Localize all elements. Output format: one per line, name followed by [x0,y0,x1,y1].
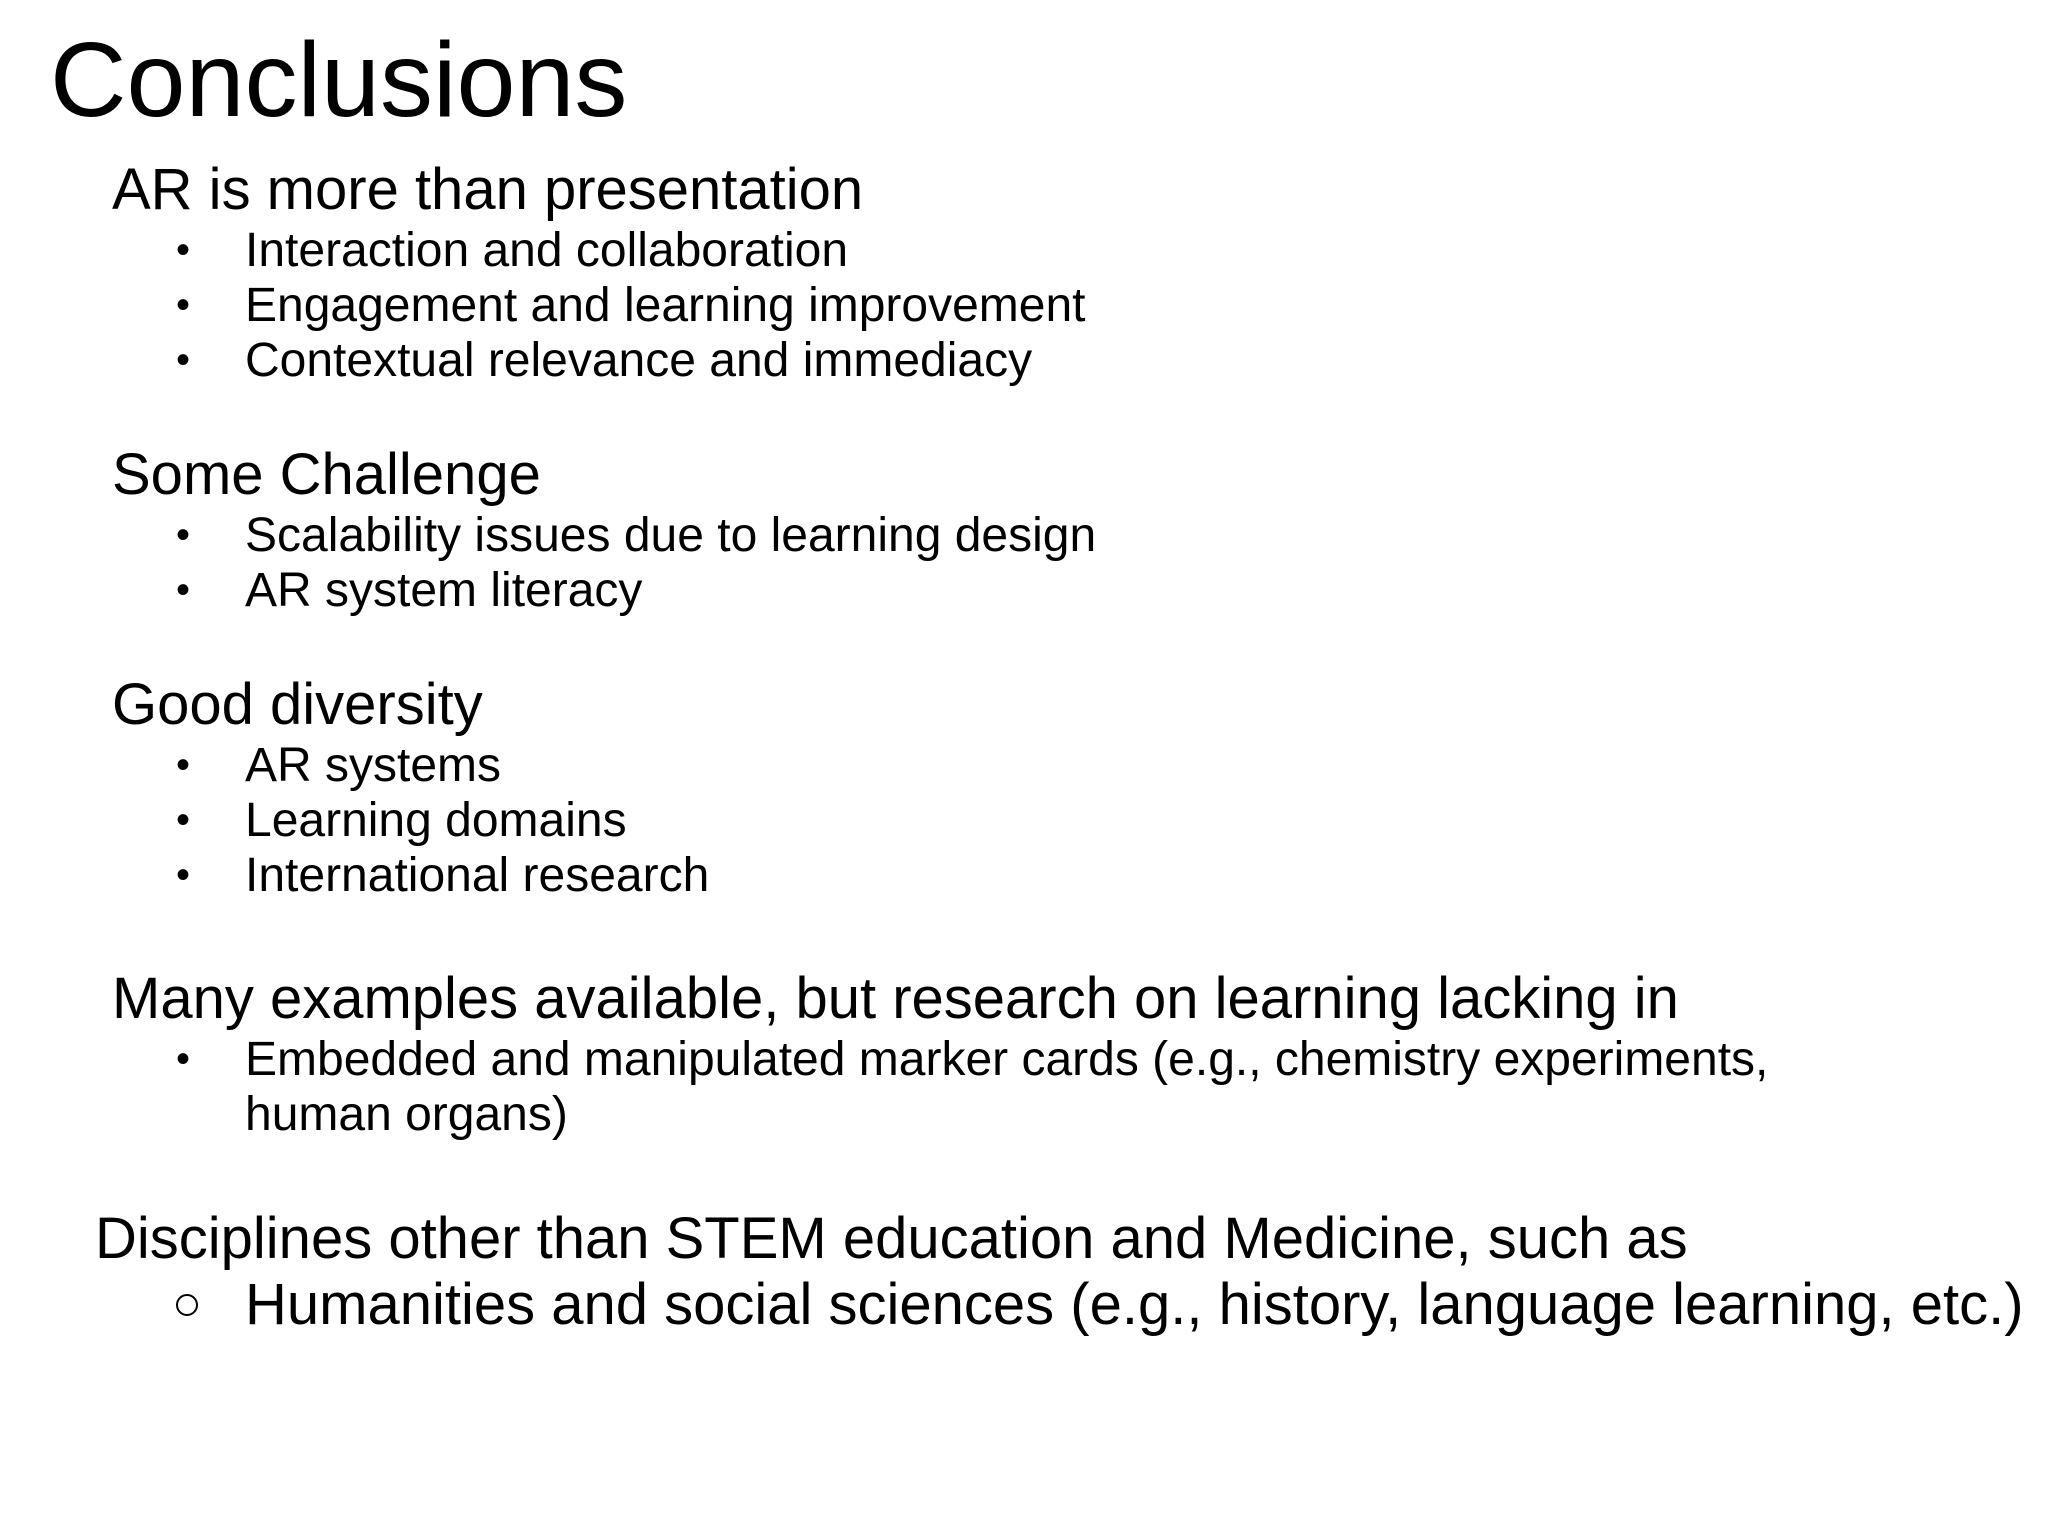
list-item: • AR systems [176,739,502,792]
bullet-icon: • [176,283,191,327]
list-item: • Interaction and collaboration [176,224,849,277]
bullet-icon: • [176,743,191,787]
list-item: • Contextual relevance and immediacy [176,334,1033,387]
bullet-icon: • [176,1037,191,1081]
bullet-list-diversity [0,738,709,903]
section-heading-research-lacking: Many examples available, but research on learning lacking in [112,966,1679,1031]
sub-list-disciplines [0,1272,2025,1338]
section-heading-diversity: Good diversity [112,672,483,737]
list-item: • Engagement and learning improvement [176,279,1086,332]
list-item: • Embedded and manipulated marker cards (e.g., chemistry experiments, human organs) [176,1033,1769,1141]
slide-title: Conclusions [50,21,628,139]
bullet-icon: • [176,228,191,272]
bullet-icon: • [176,338,191,382]
section-heading-disciplines: Disciplines other than STEM education and Medicine, such as [95,1206,1688,1271]
list-item: • AR system literacy [176,564,643,617]
bullet-icon: • [176,798,191,842]
bullet-icon: • [176,853,191,897]
list-item: • Learning domains [176,794,627,847]
hollow-circle-bullet-icon [176,1294,198,1316]
list-item: • International research [176,849,710,902]
section-heading-ar-presentation: AR is more than presentation [112,157,864,222]
bullet-list-ar-presentation [0,223,1086,388]
bullet-icon: • [176,568,191,612]
bullet-list-research-lacking [0,1032,1925,1142]
list-item: • Scalability issues due to learning design [176,509,1097,562]
section-heading-challenge: Some Challenge [112,442,541,507]
bullet-icon: • [176,513,191,557]
list-item: Humanities and social sciences (e.g., history, language learning, etc.) [0,1272,2025,1338]
bullet-list-challenge [0,508,1096,618]
